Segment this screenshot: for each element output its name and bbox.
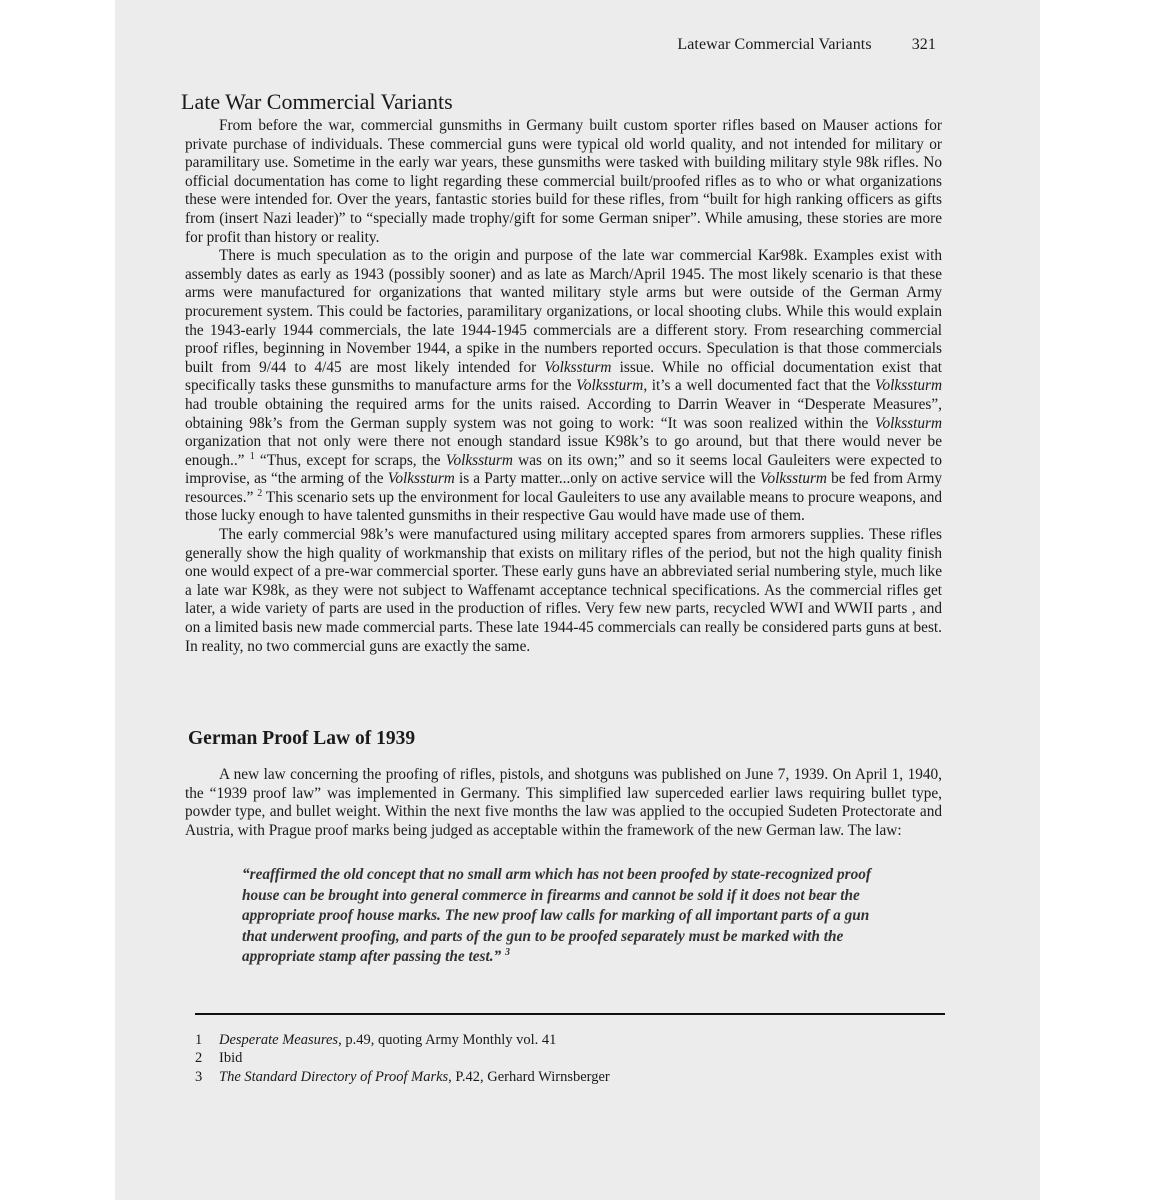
block-quote xyxy=(242,865,882,968)
text-run: , p.49, quoting Army Monthly vol. 41 xyxy=(338,1032,557,1048)
paragraph xyxy=(185,117,942,247)
footnote-number: 2 xyxy=(195,1050,203,1067)
section-1-body xyxy=(185,117,942,656)
running-header-title: Latewar Commercial Variants xyxy=(677,36,872,53)
section-2-body xyxy=(185,766,942,840)
footnote-ref: 3 xyxy=(505,946,511,958)
italic-text: Volkssturm xyxy=(576,377,644,395)
paragraph xyxy=(185,247,942,526)
text-run: , P.42, Gerhard Wirnsberger xyxy=(448,1068,610,1085)
italic-text: Volkssturm xyxy=(387,470,455,488)
footnote-divider xyxy=(195,1013,945,1015)
section-title-german-proof-law: German Proof Law of 1939 xyxy=(188,728,416,749)
paragraph xyxy=(185,526,942,656)
italic-text: Volkssturm xyxy=(544,358,612,376)
page-number: 321 xyxy=(911,36,936,53)
document-page xyxy=(115,0,1040,1200)
footnote-number: 3 xyxy=(195,1068,203,1085)
footnotes-list xyxy=(195,1031,895,1086)
italic-text: Volkssturm xyxy=(759,470,827,488)
text-run: A new law concerning the proofing of rifles, pistols, and shotguns was published on June 7, 1939. On April 1, 1940, the “1939 proof law” was implemented in Germany. This simplified law superceded earlier laws requiring bullet type, powder type, and bullet weight. Within the next five months the law was applied to the occupied Sudeten Protectorate and Austria, with Prague proof marks being judged as acceptable within the framework of the new German law. The law: xyxy=(185,766,942,839)
footnote-text xyxy=(219,1031,556,1049)
footnote-item xyxy=(195,1031,895,1049)
text-run: organization that not only were there not enough standard issue K98k’s to go around, but that there would never be enough..” xyxy=(185,433,942,469)
italic-text: The Standard Directory of Proof Marks xyxy=(219,1068,449,1085)
italic-text: Desperate Measures xyxy=(219,1032,339,1048)
text-run: had trouble obtaining the required arms for the units raised. According to Darrin Weaver in “Desperate Measures”, obtaining 98k’s from the German supply system was not going to work: “It was soon realized within the xyxy=(185,395,942,432)
text-run: This scenario sets up the environment for local Gauleiters to use any available means to procure weapons, and those lucky enough to have talented gunsmiths in their respective Gau would have made use of them. xyxy=(185,488,942,525)
text-run: , it’s a well documented fact that the xyxy=(643,377,875,395)
text-run: The early commercial 98k’s were manufactured using military accepted spares from armorers supplies. These rifles generally show the high quality of workmanship that exists on military rifles of the period, but not the high quality finish one would expect of a pre-war commercial sporter. These early guns have an abbreviated serial numbering style, much like a late war K98k, as they were not subject to Waffenamt acceptance technical specifications. As the commercial rifles get later, a wide variety of parts are used in the production of rifles. Very few new parts, recycled WWI and WWII parts , and on a limited basis new made commercial parts. These late 1944-45 commercials can really be considered parts guns at best. In reality, no two commercial guns are exactly the same. xyxy=(185,526,942,655)
text-run: From before the war, commercial gunsmiths in Germany built custom sporter rifles based on Mauser actions for private purchase of individuals. These commercial guns were typical old world quality, and not intended for military or paramilitary use. Sometime in the early war years, these gunsmiths were tasked with building military style 98k rifles. No official documentation has come to light regarding these commercial built/proofed rifles as to who or what organizations these were intended for. Over the years, fantastic stories build for these rifles, from “built for high ranking officers as gifts from (insert Nazi leader)” to “specially made trophy/gift for some German sniper”. While amusing, these stories are more for profit than history or reality. xyxy=(185,117,942,246)
footnote-item xyxy=(195,1049,895,1067)
text-run: “reaffirmed the old concept that no small arm which has not been proofed by state-recognized proof house can be brought into general commerce in firearms and cannot be sold if it does not bear the appropriate proof house marks. The new proof law calls for marking of all important parts of a gun that underwent proofing, and parts of the gun to be proofed separately must be marked with the appropriate stamp after passing the test.” xyxy=(242,866,872,965)
italic-text: Volkssturm xyxy=(874,377,942,395)
text-run: issue. While no official documentation exist that specifically tasks these gunsmiths to manufacture arms for the xyxy=(185,358,942,395)
footnote-number: 1 xyxy=(195,1032,203,1048)
footnote-item xyxy=(195,1068,895,1086)
paragraph xyxy=(185,766,942,840)
text-run: Ibid xyxy=(219,1050,243,1067)
text-run: was on its own;” and so it seems local Gauleiters were expected to improvise, as “the arming of the xyxy=(185,451,942,488)
text-run: There is much speculation as to the origin and purpose of the late war commercial Kar98k. Examples exist with assembly dates as early as 1943 (possibly sooner) and as late as March/April 1945. The most likely scenario is that these arms were manufactured for organizations that wanted military style arms but were outside of the German Army procurement system. This could be factories, paramilitary organizations, or local shooting clubs. While this would explain the 1943-early 1944 commercials, the late 1944-1945 commercials are a different story. From researching commercial proof rifles, beginning in November 1944, a spike in the numbers reported occurs. Speculation is that those commercials built from 9/44 to 4/45 are most likely intended for xyxy=(185,247,942,376)
footnote-text xyxy=(219,1068,610,1086)
italic-text: Volkssturm xyxy=(874,414,942,432)
footnote-ref: 2 xyxy=(257,487,263,499)
running-header xyxy=(677,36,936,54)
text-run: “Thus, except for scraps, the xyxy=(254,451,446,469)
text-run: is a Party matter...only on active service will the xyxy=(454,470,760,488)
italic-text: Volkssturm xyxy=(445,451,513,469)
text-run: be fed from Army resources.” xyxy=(185,470,942,506)
footnote-text xyxy=(219,1049,242,1067)
footnote-ref: 1 xyxy=(249,450,255,462)
section-title-late-war-commercial-variants: Late War Commercial Variants xyxy=(181,89,453,114)
